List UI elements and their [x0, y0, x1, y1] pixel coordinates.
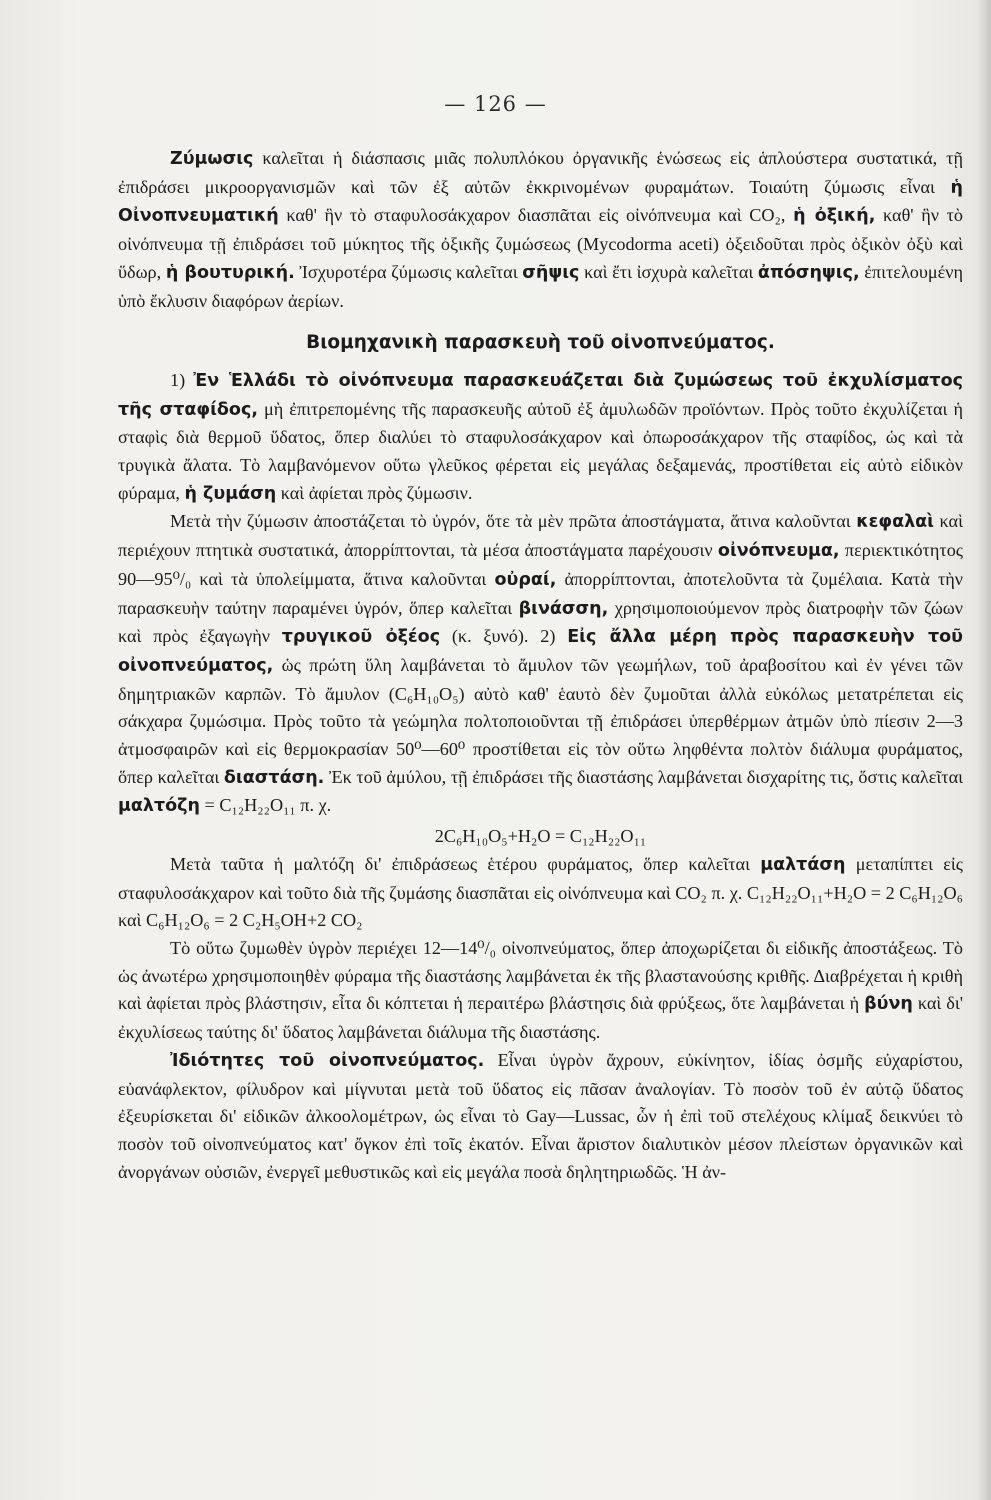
paragraph-greece: 1) Ἐν Ἑλλάδι τὸ οἰνόπνευμα παρασκευάζεται διὰ ζυμώσεως τοῦ ἐκχυλίσματος τῆς σταφίδος, μὴ ἐπιτρεπομένης τῆς παρασκευῆς αὐτοῦ ἐξ ἀμυλωδῶν προϊόντων. Πρὸς τοῦτο ἐκχυλίζεται ἡ σταφὶς διὰ θερμοῦ ὕδατος, ὅπερ διαλύει τὸ σταφυλοσάκχαρον καὶ ὀπωροσάκχαρον τῆς σταφίδος, ὡς καὶ τὰ τρυγικὰ ἄλατα. Τὸ λαμβανόμενον οὕτω γλεῦκος φέρεται εἰς μεγάλας δεξαμενάς, προστίθεται εἰς αὐτὸ εἰδικὸν φύραμα, ἡ ζυμάση καὶ ἀφίεται πρὸς ζύμωσιν.	[118, 369, 963, 504]
paragraph-fermentation: Ζύμωσις καλεῖται ἡ διάσπασις μιᾶς πολυπλόκου ὀργανικῆς ἑνώσεως εἰς ἁπλούστερα συστατικά, τῇ ἐπιδράσει μικροοργανισμῶν καὶ τῶν ἐξ αὐτῶν ἐκκρινομένων φυραμάτων. Τοιαύτη ζύμωσις εἶναι ἡ Οἰνοπνευματική καθ' ἣν τὸ σταφυλοσάκχαρον διασπᾶται εἰς οἰνόπνευμα καὶ CO₂, ἡ ὀξική, καθ' ἣν τὸ οἰνόπνευμα τῇ ἐπιδράσει τοῦ μύκητος τῆς ὀξικῆς ζυμώσεως (Mycodorma aceti) ὀξειδοῦται πρὸς ὀξικὸν ὀξὺ καὶ ὕδωρ, ἡ βουτυρική. Ἰσχυροτέρα ζύμωσις καλεῖται σῆψις καὶ ἔτι ἰσχυρὰ καλεῖται ἀπόσηψις, ἐπιτελουμένη ὑπὸ ἔκλυσιν διαφόρων ἀερίων.	[118, 148, 963, 311]
formula-starch-hydrolysis: 2C₆H₁₀O₅+H₂O = C₁₂H₂₂O₁₁	[434, 826, 647, 847]
other-regions-bold: Εἰς ἄλλα μέρη πρὸς παρασκευὴν τοῦ οἰνοπνεύματος,	[118, 627, 963, 676]
term-maltose: μαλτόζη	[118, 796, 200, 817]
paragraph-maltase: Μετὰ ταῦτα ἡ μαλτόζη δι' ἐπιδράσεως ἑτέρου φυράματος, ὅπερ καλεῖται μαλτάση μεταπίπτει εἰς σταφυλοσάκχαρον καὶ τοῦτο διὰ τῆς ζυμάσης διασπᾶται εἰς οἰνόπνευμα καὶ CO₂ π. χ. C₁₂H₂₂O₁₁+H₂O = 2 C₆H₁₂O₆ καὶ C₆H₁₂O₆ = 2 C₂H₅OH+2 CO₂	[118, 853, 964, 931]
term-alcohol: οἰνόπνευμα,	[717, 541, 840, 562]
paragraph-properties: Ἰδιότητες τοῦ οἰνοπνεύματος. Εἶναι ὑγρὸν ἄχρουν, εὐκίνητον, ἰδίας ὀσμῆς εὐχαρίστου, εὐανάφλεκτον, φίλυδρον καὶ μίγνυται μετὰ τοῦ ὕδατος εἰς πᾶσαν ἀναλογίαν. Τὸ ποσὸν τοῦ ἐν αὐτῷ ὕδατος ἐξευρίσκεται δι' εἰδικῶν ἀλκοολομέτρων, ὡς εἶναι τὸ Gay—Lussac, ὧν ἡ ἐπὶ τοῦ στελέχους κλίμαξ δεικνύει τὸ ποσὸν τοῦ οἰνοπνεύματος κατ' ὄγκον ἐπὶ τοῖς ἑκατόν. Εἶναι ἄριστον διαλυτικὸν μέσον πλείστων ὀργανικῶν καὶ ἀνοργάνων οὐσιῶν, ἐνεργεῖ μεθυστικῶς καὶ εἰς μεγάλα ποσὰ δηλητηριωδῶς. Ἡ ἀν-	[118, 1049, 963, 1182]
paragraph-malt: Τὸ οὕτω ζυμωθὲν ὑγρὸν περιέχει 12—14⁰/₀ οἰνοπνεύματος, ὅπερ ἀποχωρίζεται δι εἰδικῆς ἀποστάξεως. Τὸ ὡς ἀνωτέρω χρησιμοποιηθὲν φύραμα τῆς διαστάσης λαμβάνεται ἐκ τῆς βλαστανούσης κριθῆς. Διαβρέχεται ἡ κριθὴ καὶ ἀφίεται πρὸς βλάστησιν, εἶτα δι κόπτεται ἡ περαιτέρω βλάστησις διὰ φρύξεως, ὅτε λαμβάνεται ἡ βύνη καὶ δι' ἐκχυλίσεως ταύτης δι' ὕδατος λαμβάνεται διάλυμα τῆς διαστάσης.	[118, 937, 963, 1043]
term-tartaric-acid: τρυγικοῦ ὀξέος	[281, 627, 441, 648]
page-body	[118, 145, 963, 1186]
term-tails: οὐραί,	[494, 569, 557, 590]
page-edge-shadow	[977, 0, 991, 1500]
greece-method-bold: Ἐν Ἑλλάδι τὸ οἰνόπνευμα παρασκευάζεται διὰ ζυμώσεως τοῦ ἐκχυλίσματος τῆς σταφίδος,	[118, 370, 963, 420]
term-alcoholic: ἡ Οἰνοπνευματική	[118, 177, 963, 227]
term-acetic: ἡ ὀξική,	[793, 206, 876, 227]
term-butyric: ἡ βουτυρική.	[165, 262, 295, 283]
term-malt: βύνη	[864, 994, 913, 1015]
term-diastase: διαστάση.	[223, 767, 325, 788]
section-heading: Βιομηχανικὴ παρασκευὴ τοῦ οἰνοπνεύματος.	[306, 332, 775, 354]
page-number: — 126 —	[444, 92, 547, 116]
term-zymase: ἡ ζυμάση	[184, 483, 277, 504]
term-aposepsis: ἀπόσηψις,	[757, 262, 860, 283]
term-maltase: μαλτάση	[760, 854, 846, 875]
properties-heading: Ἰδιότητες τοῦ οἰνοπνεύματος.	[170, 1050, 485, 1071]
term-sepsis: σῆψις	[522, 262, 580, 283]
term-vinasse: βινάσση,	[518, 598, 609, 619]
paragraph-distillation: Μετὰ τὴν ζύμωσιν ἀποστάζεται τὸ ὑγρόν, ὅτε τὰ μὲν πρῶτα ἀποστάγματα, ἅτινα καλοῦνται κεφαλαὶ καὶ περιέχουν πτητικὰ συστατικά, ἀπορρίπτονται, τὰ μέσα ἀποστάγματα παρέχουσιν οἰνόπνευμα, περιεκτικότητος 90—95⁰/₀ καὶ τὰ ὑπολείμματα, ἅτινα καλοῦνται οὐραί, ἀπορρίπτονται, ἀποτελοῦντα τὰ ζυμέλαια. Κατὰ τὴν παρασκευὴν ταύτην παραμένει ὑγρόν, ὅπερ καλεῖται βινάσση, χρησιμοποιούμενον πρὸς διατροφὴν τῶν ζώων καὶ πρὸς ἐξαγωγὴν τρυγικοῦ ὀξέος (κ. ξυνό). 2) Εἰς ἄλλα μέρη πρὸς παρασκευὴν τοῦ οἰνοπνεύματος, ὡς πρώτη ὕλη λαμβάνεται τὸ ἄμυλον τῶν γεωμήλων, τοῦ ἀραβοσίτου καὶ ἐν γένει τῶν δημητριακῶν καρπῶν. Τὸ ἄμυλον (C₆H₁₀O₅) αὐτὸ καθ' ἑαυτὸ δὲν ζυμοῦται ἀλλὰ εὐκόλως μετατρέπεται εἰς σάκχαρα ζυμώσιμα. Πρὸς τοῦτο τὰ γεώμηλα πολτοποιοῦνται τῇ ἐπιδράσει ὑπερθέρμων ἀτμῶν ὑπὸ πίεσιν 2—3 ἀτμοσφαιρῶν καὶ εἰς θερμοκρασίαν 50⁰—60⁰ προστίθεται εἰς τὸν οὕτω ληφθέντα πολτὸν διάλυμα φυράματος, ὅπερ καλεῖται διαστάση. Ἐκ τοῦ ἀμύλου, τῇ ἐπιδράσει τῆς διαστάσης λαμβάνεται δισχαρίτης τις, ὅστις καλεῖται μαλτόζη = C₁₂H₂₂O₁₁ π. χ.	[118, 511, 963, 817]
term-zymosis: Ζύμωσις	[170, 149, 254, 169]
term-heads: κεφαλαὶ	[856, 512, 935, 533]
